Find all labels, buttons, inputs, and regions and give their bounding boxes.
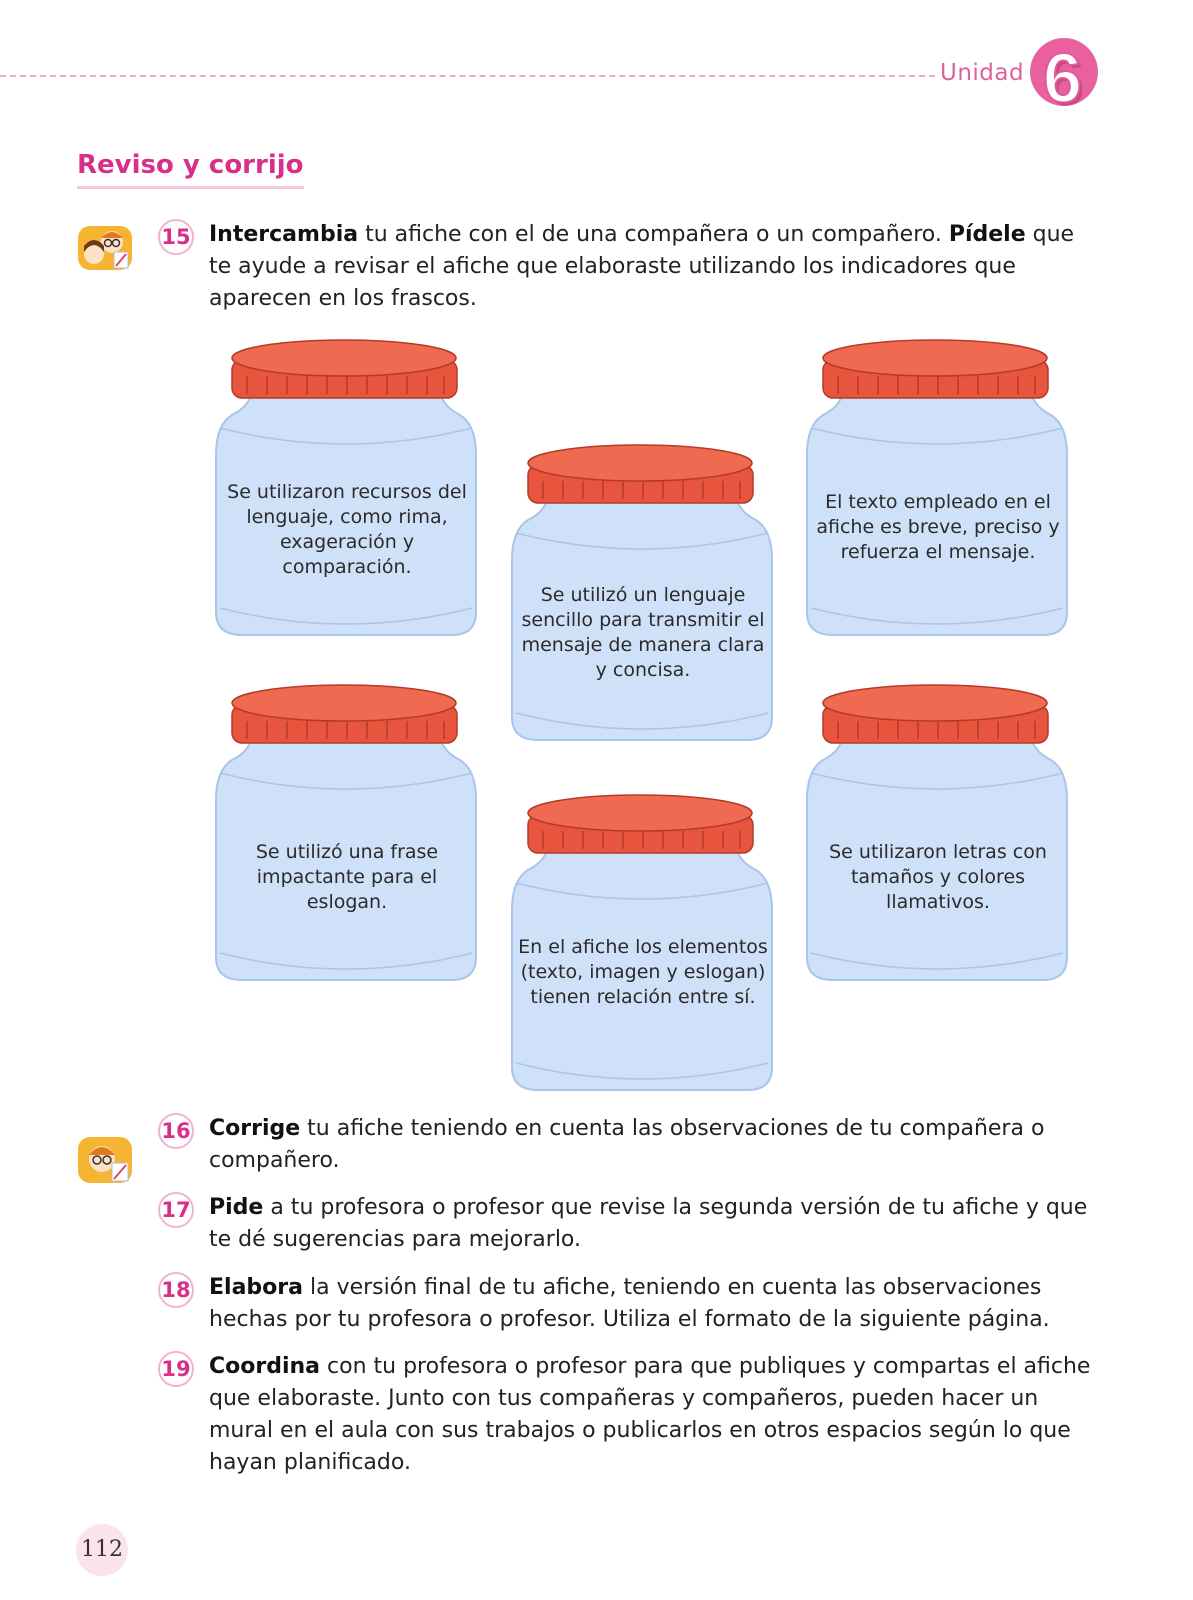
jar: [803, 330, 1073, 660]
item-17-text: [209, 1192, 1094, 1256]
item-number-badge: 18: [158, 1272, 194, 1308]
jar-text: En el afiche los elementos (texto, imagen y eslogan) tienen relación entre sí.: [518, 936, 768, 1008]
item-15-bold-1: Intercambia: [209, 222, 359, 247]
jar-text: Se utilizaron letras con tamaños y colores llamativos.: [829, 841, 1047, 913]
header-dashed-line: [0, 75, 935, 77]
item-15-text-2: que te ayude a revisar el afiche que elaboraste utilizando los indicadores que aparecen en los frascos.: [209, 222, 1075, 311]
jar-text: El texto empleado en el afiche es breve, preciso y refuerza el mensaje.: [816, 491, 1060, 563]
item-16-text: [209, 1113, 1094, 1177]
item-16-body: tu afiche teniendo en cuenta las observaciones de tu compañera o compañero.: [209, 1116, 1045, 1173]
unit-label: Unidad: [940, 60, 1025, 86]
jar: [212, 330, 482, 660]
item-18-bold: Elabora: [209, 1275, 303, 1300]
jar-text: Se utilizó un lenguaje sencillo para transmitir el mensaje de manera clara y concisa.: [521, 584, 765, 681]
item-number-badge: 19: [158, 1351, 194, 1387]
item-15-text-1: tu afiche con el de una compañera o un compañero.: [358, 222, 949, 247]
item-15-text: [209, 219, 1094, 315]
item-19-bold: Coordina: [209, 1354, 321, 1379]
item-17-body: a tu profesora o profesor que revise la segunda versión de tu afiche y que te dé sugerencias para mejorarlo.: [209, 1195, 1088, 1252]
item-number-badge: 17: [158, 1192, 194, 1228]
students-pair-icon: [76, 222, 134, 274]
jar: [508, 435, 778, 765]
item-19-body: con tu profesora o profesor para que publiques y compartas el afiche que elaboraste. Junto con tus compañeras y compañeros, pueden hacer un mural en el aula con sus trabajos o publicarlos en otros espacios según lo que hayan planificado.: [209, 1354, 1091, 1475]
unit-number: 6: [1043, 39, 1082, 117]
item-number-badge: 15: [158, 219, 194, 255]
jar-text: Se utilizó una frase impactante para el eslogan.: [255, 841, 439, 913]
item-19-text: [209, 1351, 1094, 1479]
item-number-badge: 16: [158, 1113, 194, 1149]
item-18-body: la versión final de tu afiche, teniendo en cuenta las observaciones hechas por tu profesora o profesor. Utiliza el formato de la siguiente página.: [209, 1275, 1050, 1332]
page-number: 112: [81, 1537, 123, 1562]
section-title: Reviso y corrijo: [77, 150, 304, 189]
item-18-text: [209, 1272, 1094, 1336]
student-writing-icon: [76, 1135, 134, 1187]
item-17-bold: Pide: [209, 1195, 264, 1220]
item-15-bold-2: Pídele: [948, 222, 1026, 247]
item-16-bold: Corrige: [209, 1116, 301, 1141]
jar: [212, 675, 482, 1005]
jar-text: Se utilizaron recursos del lenguaje, como rima, exageración y comparación.: [227, 481, 467, 578]
jar: [508, 785, 778, 1115]
jar: [803, 675, 1073, 1005]
